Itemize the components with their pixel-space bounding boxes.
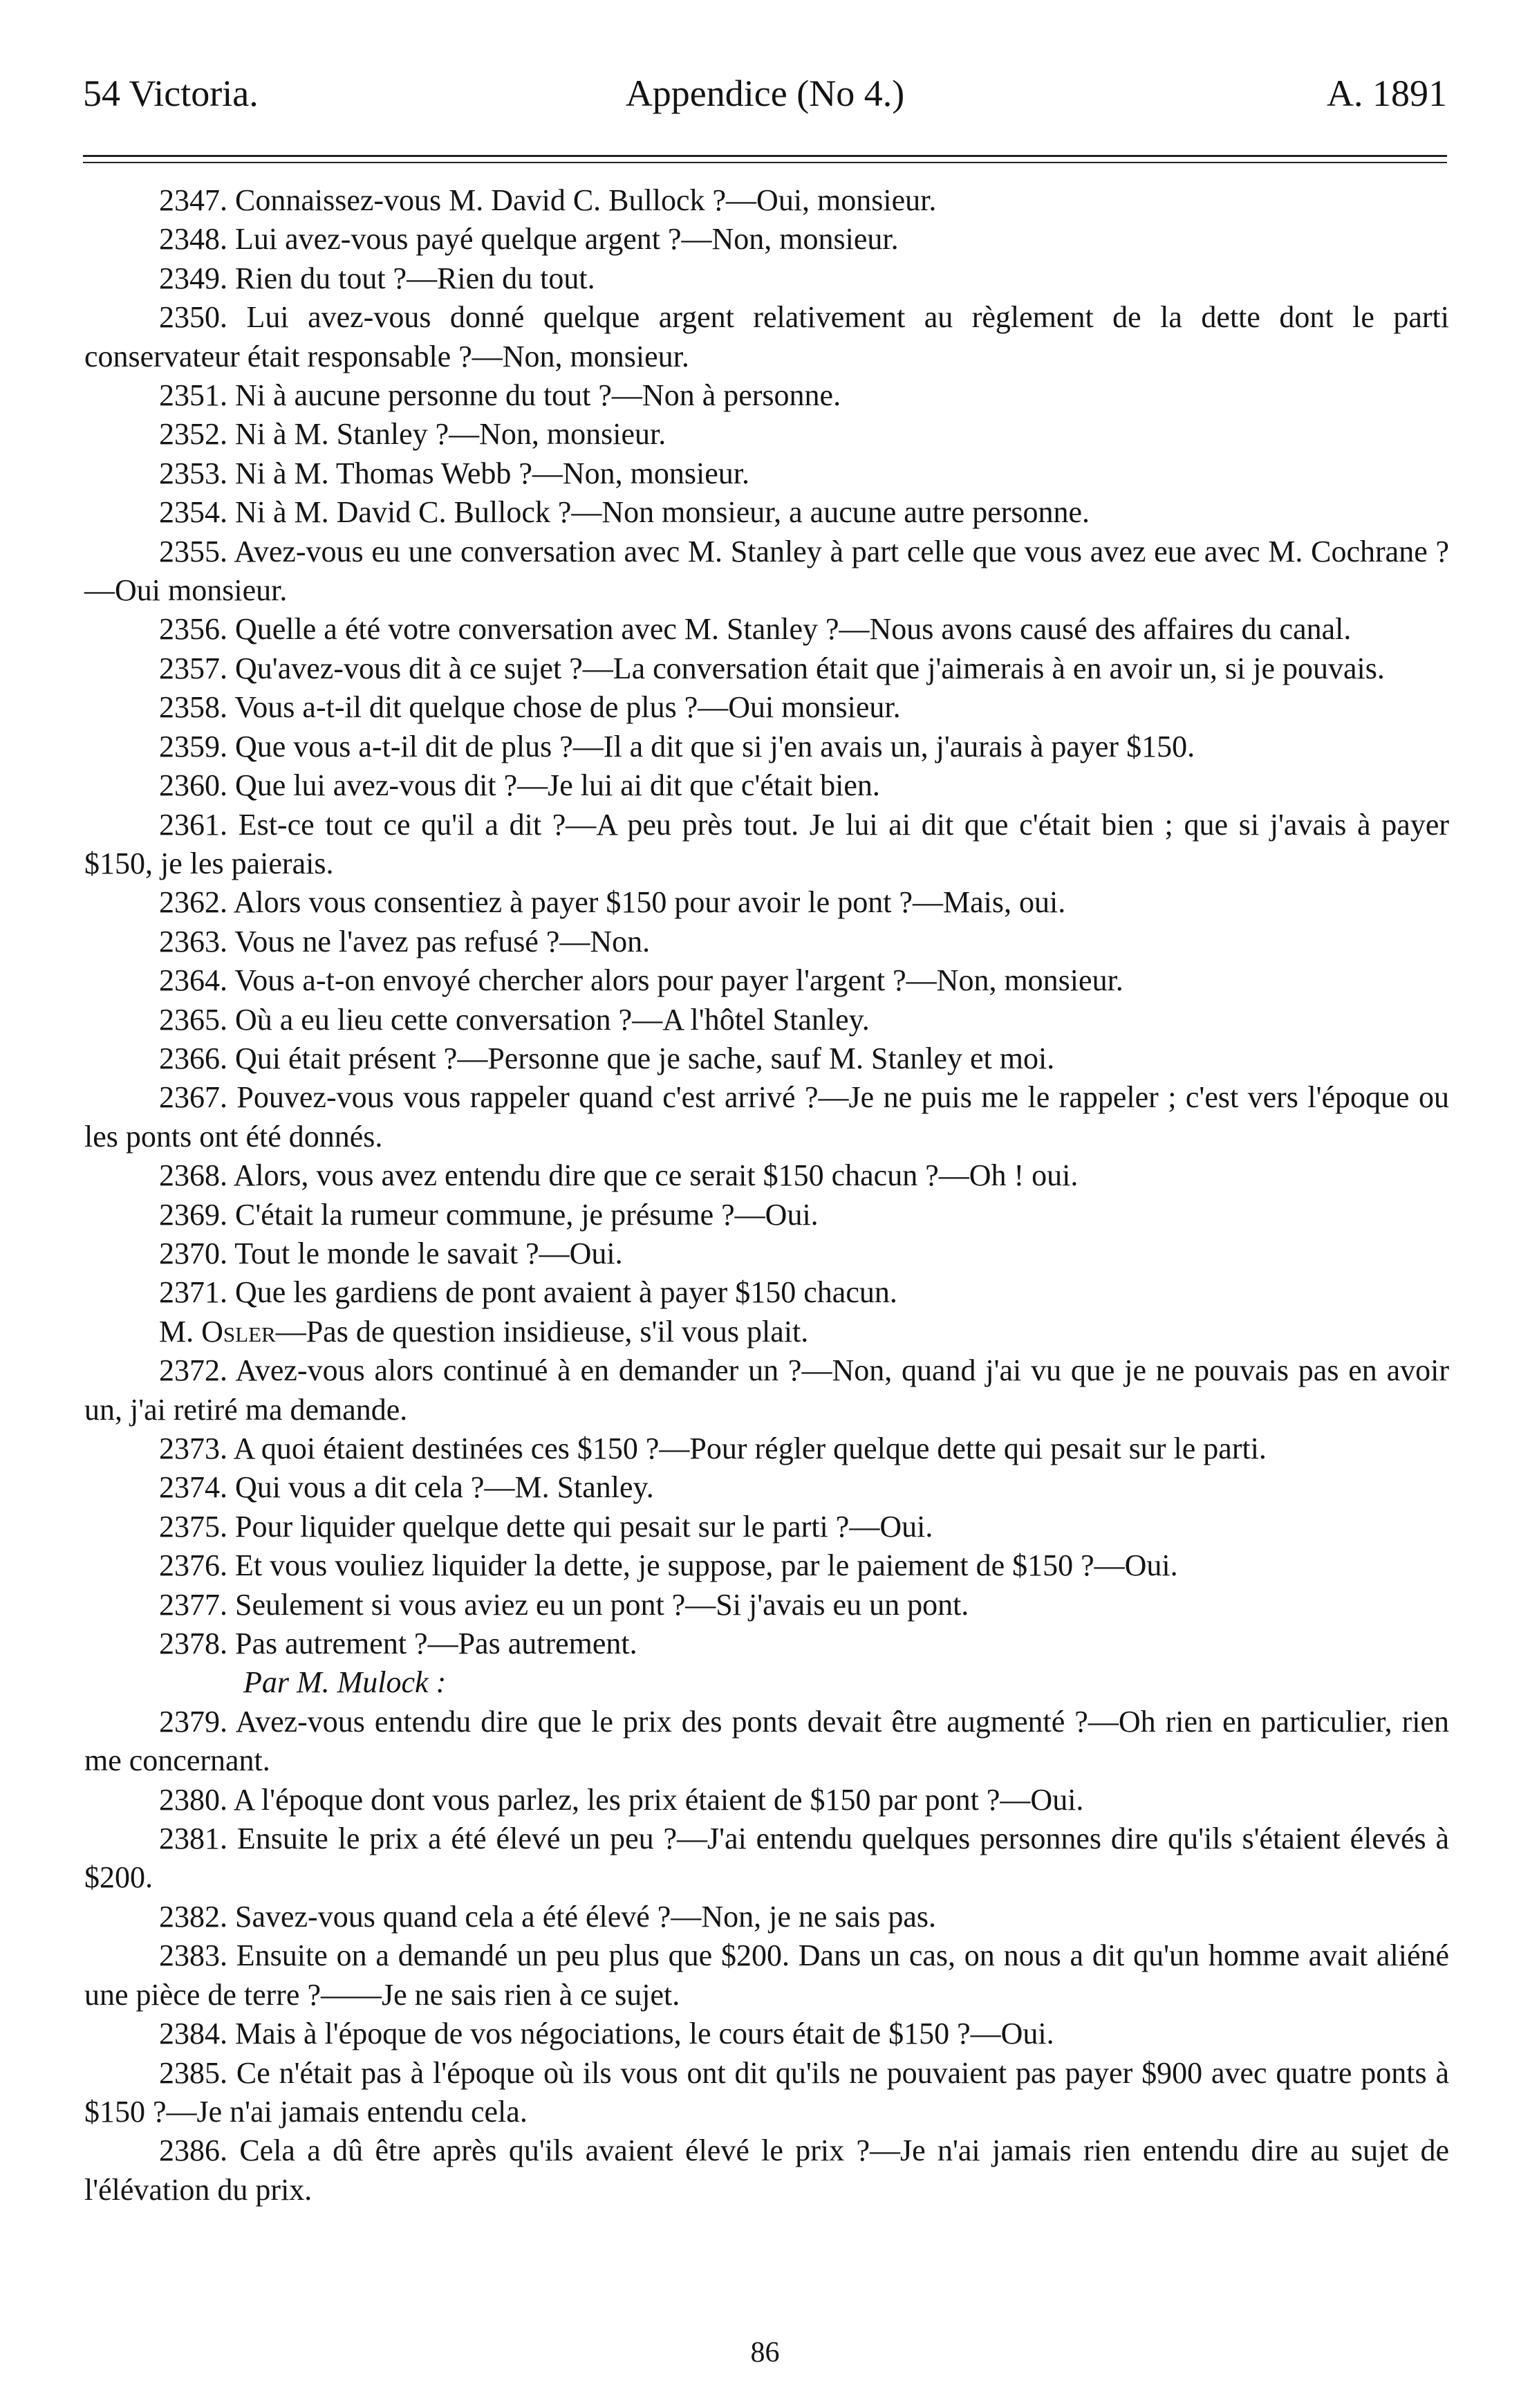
question-answer: 2368. Alors, vous avez entendu dire que ce serait $150 chacun ?—Oh ! oui. xyxy=(159,1158,1079,1193)
question-answer: 2383. Ensuite on a demandé un peu plus que $200. Dans un cas, on nous a dit qu'un homme avait aliéné une pièce de terre ?——Je ne sais rien à ce sujet. xyxy=(84,1938,1449,2012)
question-answer: 2357. Qu'avez-vous dit à ce sujet ?—La conversation était que j'aimerais à en avoir un, si je pouvais. xyxy=(159,651,1385,685)
question-answer: 2379. Avez-vous entendu dire que le prix des ponts devait être augmenté ?—Oh rien en particulier, rien me concernant. xyxy=(84,1704,1449,1778)
examiner-heading: Par M. Mulock : xyxy=(243,1665,447,1700)
question-answer: 2372. Avez-vous alors continué à en demander un ?—Non, quand j'ai vu que je ne pouvais pas en avoir un, j'ai retiré ma demande. xyxy=(84,1353,1449,1427)
question-answer: 2377. Seulement si vous aviez eu un pont ?—Si j'avais eu un pont. xyxy=(159,1587,969,1622)
question-answer: 2378. Pas autrement ?—Pas autrement. xyxy=(159,1627,637,1661)
question-answer: 2355. Avez-vous eu une conversation avec M. Stanley à part celle que vous avez eue avec M. Cochrane ?—Oui monsieur. xyxy=(84,534,1449,608)
testimony-body xyxy=(84,181,1449,2210)
question-answer: 2362. Alors vous consentiez à payer $150 pour avoir le pont ?—Mais, oui. xyxy=(159,885,1066,920)
question-answer: 2373. A quoi étaient destinées ces $150 ?—Pour régler quelque dette qui pesait sur le parti. xyxy=(159,1432,1267,1465)
question-answer: 2348. Lui avez-vous payé quelque argent ?—Non, monsieur. xyxy=(159,222,899,257)
header-rule-bottom xyxy=(83,162,1447,163)
question-answer: 2369. C'était la rumeur commune, je présume ?—Oui. xyxy=(159,1197,819,1232)
question-answer: 2384. Mais à l'époque de vos négociations, le cours était de $150 ?—Oui. xyxy=(159,2017,1054,2051)
question-answer: 2350. Lui avez-vous donné quelque argent relativement au règlement de la dette dont le parti conservateur était responsable ?—Non, monsieur. xyxy=(84,300,1449,373)
question-answer: 2353. Ni à M. Thomas Webb ?—Non, monsieur. xyxy=(159,456,749,490)
question-answer: 2364. Vous a-t-on envoyé chercher alors pour payer l'argent ?—Non, monsieur. xyxy=(159,963,1123,998)
question-answer: 2358. Vous a-t-il dit quelque chose de plus ?—Oui monsieur. xyxy=(159,690,901,725)
question-answer: 2371. Que les gardiens de pont avaient à payer $150 chacun. xyxy=(159,1275,897,1310)
question-answer: 2356. Quelle a été votre conversation avec M. Stanley ?—Nous avons causé des affaires du canal. xyxy=(159,612,1352,647)
question-answer: 2352. Ni à M. Stanley ?—Non, monsieur. xyxy=(159,417,666,452)
running-header xyxy=(83,72,1447,127)
header-year: A. 1891 xyxy=(1327,73,1447,114)
question-answer: 2376. Et vous vouliez liquider la dette, je suppose, par le paiement de $150 ?—Oui. xyxy=(159,1548,1178,1583)
page-number: 86 xyxy=(750,2337,780,2369)
header-appendix: Appendice (No 4.) xyxy=(625,73,905,114)
question-answer: 2375. Pour liquider quelque dette qui pesait sur le parti ?—Oui. xyxy=(159,1509,933,1544)
question-answer: 2381. Ensuite le prix a été élevé un peu ?—J'ai entendu quelques personnes dire qu'ils s'étaient élevés à $200. xyxy=(84,1822,1449,1895)
question-answer: 2365. Où a eu lieu cette conversation ?—A l'hôtel Stanley. xyxy=(159,1002,870,1037)
question-answer: 2385. Ce n'était pas à l'époque où ils vous ont dit qu'ils ne pouvaient pas payer $900 avec quatre ponts à $150 ?—Je n'ai jamais entendu cela. xyxy=(84,2055,1449,2129)
question-answer: 2366. Qui était présent ?—Personne que je sache, sauf M. Stanley et moi. xyxy=(159,1041,1055,1075)
question-answer: 2382. Savez-vous quand cela a été élevé ?—Non, je ne sais pas. xyxy=(159,1899,937,1934)
question-answer: 2347. Connaissez-vous M. David C. Bullock ?—Oui, monsieur. xyxy=(159,183,937,217)
question-answer: 2367. Pouvez-vous vous rappeler quand c'est arrivé ?—Je ne puis me le rappeler ; c'est vers l'époque ou les ponts ont été donnés. xyxy=(84,1080,1449,1154)
question-answer: 2361. Est-ce tout ce qu'il a dit ?—A peu près tout. Je lui ai dit que c'était bien ; que si j'avais à payer $150, je les paierais. xyxy=(84,807,1449,880)
question-answer: 2349. Rien du tout ?—Rien du tout. xyxy=(159,261,595,295)
question-answer: 2370. Tout le monde le savait ?—Oui. xyxy=(159,1236,623,1270)
question-answer: 2386. Cela a dû être après qu'ils avaient élevé le prix ?—Je n'ai jamais rien entendu dire au sujet de l'élévation du prix. xyxy=(84,2133,1449,2207)
speaker-text: —Pas de question insidieuse, s'il vous plait. xyxy=(275,1314,809,1349)
header-rule-top xyxy=(83,155,1447,157)
speaker-remark xyxy=(84,1313,1449,1351)
question-answer: 2380. A l'époque dont vous parlez, les prix étaient de $150 par pont ?—Oui. xyxy=(159,1782,1084,1817)
question-answer: 2351. Ni à aucune personne du tout ?—Non à personne. xyxy=(159,378,841,413)
header-session: 54 Victoria. xyxy=(83,73,259,114)
speaker-label: M. Osler xyxy=(159,1314,276,1349)
question-answer: 2374. Qui vous a dit cela ?—M. Stanley. xyxy=(159,1470,654,1505)
question-answer: 2363. Vous ne l'avez pas refusé ?—Non. xyxy=(159,924,651,958)
question-answer: 2360. Que lui avez-vous dit ?—Je lui ai dit que c'était bien. xyxy=(159,768,880,803)
question-answer: 2354. Ni à M. David C. Bullock ?—Non monsieur, a aucune autre personne. xyxy=(159,495,1090,530)
question-answer: 2359. Que vous a-t-il dit de plus ?—Il a dit que si j'en avais un, j'aurais à payer $150. xyxy=(159,729,1195,763)
